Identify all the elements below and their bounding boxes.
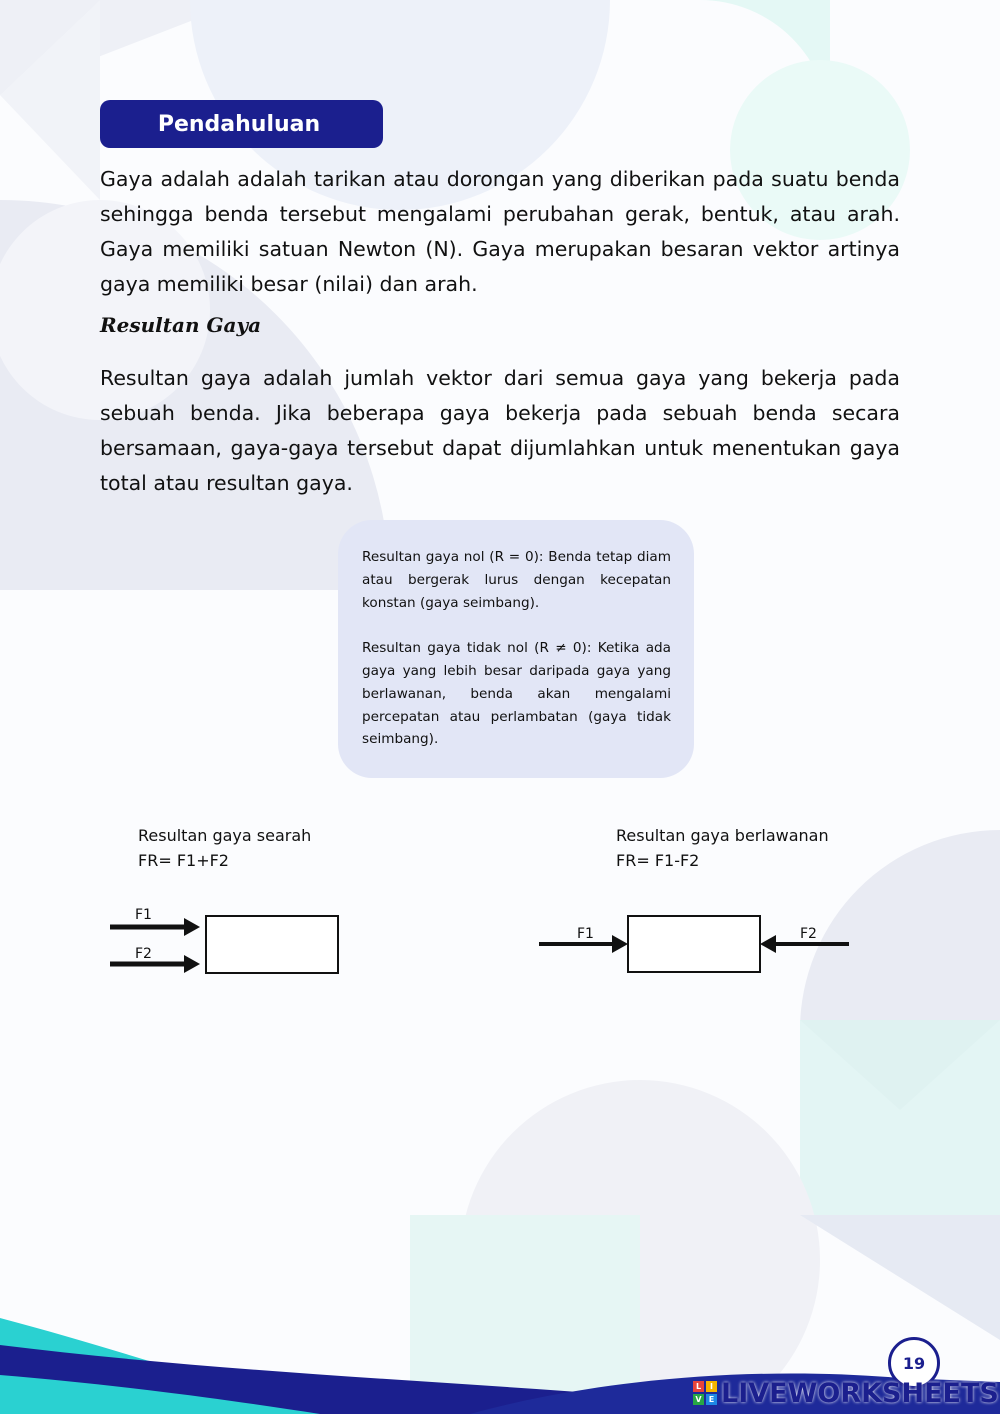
resultan-paragraph: Resultan gaya adalah jumlah vektor dari semua gaya yang bekerja pada sebuah benda. Jika beberapa gaya bekerja pada sebuah benda secara bersamaan, gaya-gaya tersebut dapat dijumlahkan untuk menentukan gaya total atau resultan gaya. bbox=[100, 366, 900, 495]
searah-title: Resultan gaya searah bbox=[138, 826, 312, 845]
berlawanan-f2-label: F2 bbox=[800, 926, 817, 942]
liveworksheets-logo bbox=[693, 1376, 999, 1410]
resultan-heading: Resultan Gaya bbox=[100, 313, 262, 337]
searah-box bbox=[206, 916, 338, 973]
logo-squares-icon: L I V E bbox=[693, 1381, 717, 1405]
searah-title-block bbox=[138, 823, 311, 873]
brand-name: LIVEWORKSHEETS bbox=[721, 1377, 999, 1409]
berlawanan-formula: FR= F1-F2 bbox=[616, 851, 700, 870]
searah-diagram bbox=[110, 907, 338, 973]
berlawanan-f1-arrow-head bbox=[612, 935, 628, 953]
searah-f2-label: F2 bbox=[135, 946, 152, 962]
searah-formula: FR= F1+F2 bbox=[138, 851, 229, 870]
info-box bbox=[338, 520, 694, 778]
berlawanan-title: Resultan gaya berlawanan bbox=[616, 826, 829, 845]
berlawanan-box bbox=[628, 916, 760, 972]
searah-f1-arrow-head bbox=[184, 918, 200, 936]
searah-f1-label: F1 bbox=[135, 907, 152, 923]
intro-paragraph: Gaya adalah adalah tarikan atau dorongan yang diberikan pada suatu benda sehingga benda tersebut mengalami perubahan gerak, bentuk, atau arah. Gaya memiliki satuan Newton (N). Gaya merupakan besaran vektor artinya gaya memiliki besar (nilai) dan arah. bbox=[100, 167, 900, 296]
berlawanan-title-block bbox=[616, 823, 829, 873]
berlawanan-f1-label: F1 bbox=[577, 926, 594, 942]
info-nonzero-resultant: Resultan gaya tidak nol (R ≠ 0): Ketika ada gaya yang lebih besar daripada gaya yang berlawanan, benda akan mengalami percepatan atau perlambatan (gaya tidak seimbang). bbox=[362, 640, 671, 748]
page-number: 19 bbox=[888, 1337, 940, 1389]
info-zero-resultant: Resultan gaya nol (R = 0): Benda tetap diam atau bergerak lurus dengan kecepatan konstan (gaya seimbang). bbox=[362, 549, 671, 611]
searah-f2-arrow-head bbox=[184, 955, 200, 973]
berlawanan-diagram bbox=[539, 916, 849, 972]
force-diagrams bbox=[100, 895, 860, 985]
section-title-pill: Pendahuluan bbox=[100, 100, 383, 148]
